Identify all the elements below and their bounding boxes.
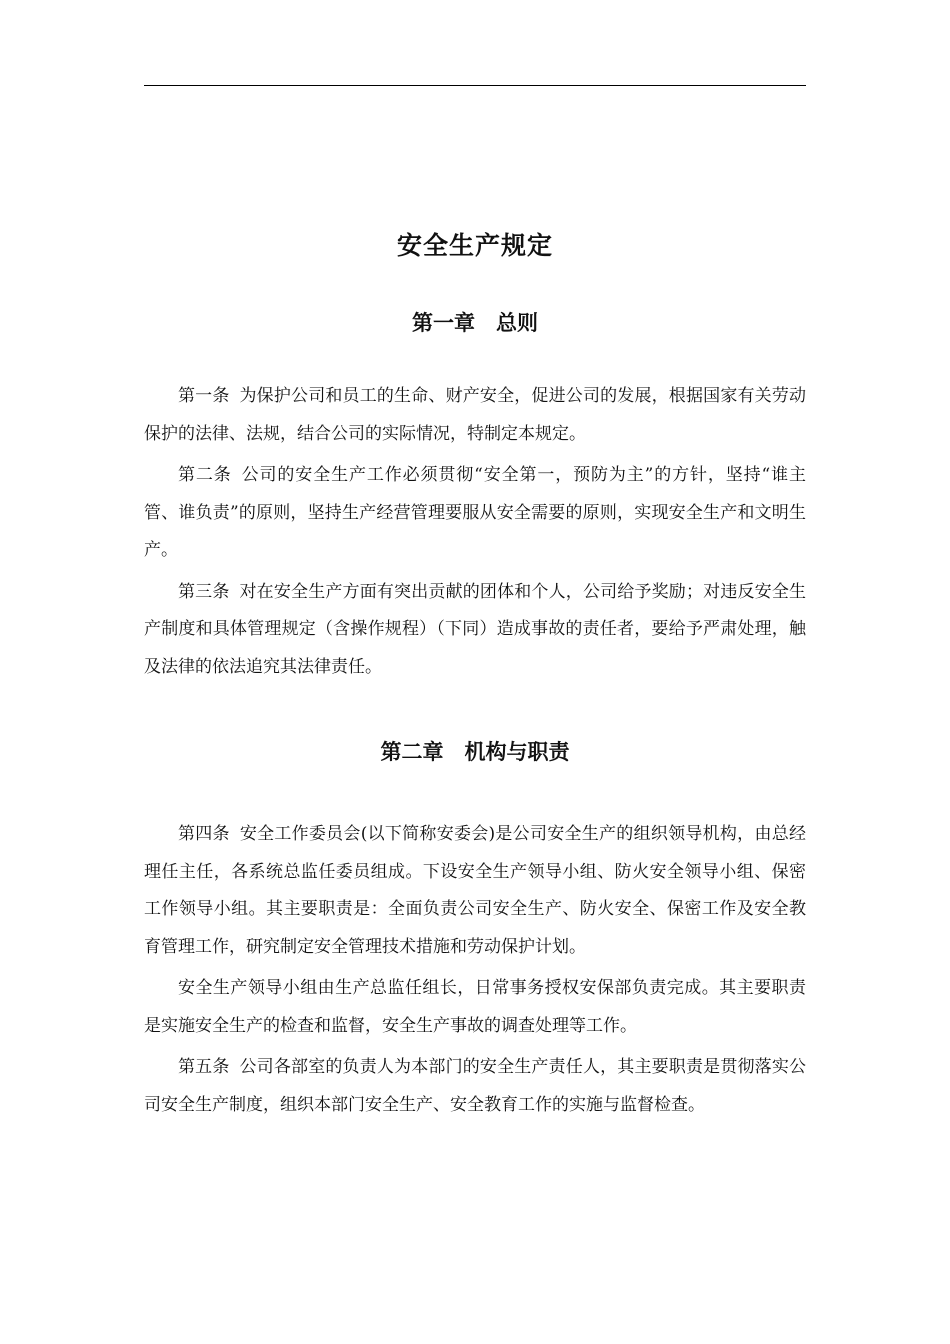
document-title: 安全生产规定 xyxy=(396,231,553,260)
article-3 xyxy=(144,574,806,687)
article-2 xyxy=(144,457,806,570)
chapter-2-body xyxy=(144,816,806,1128)
chapter-1-body xyxy=(144,378,806,690)
chapter-2-heading: 第二章 机构与职责 xyxy=(380,739,570,764)
article-4-continued xyxy=(144,970,806,1045)
article-4 xyxy=(144,816,806,966)
chapter-1-heading: 第一章 总则 xyxy=(412,310,538,335)
article-text: 为保护公司和员工的生命、财产安全，促进公司的发展，根据国家有关劳动保护的法律、法规，结合公司的实际情况，特制定本规定。 xyxy=(144,386,806,444)
article-text: 安全生产领导小组由生产总监任组长，日常事务授权安保部负责完成。其主要职责是实施安全生产的检查和监督，安全生产事故的调查处理等工作。 xyxy=(144,978,806,1036)
article-text: 安全工作委员会(以下简称安委会)是公司安全生产的组织领导机构，由总经理任主任，各系统总监任委员组成。下设安全生产领导小组、防火安全领导小组、保密工作领导小组。其主要职责是：全面负责公司安全生产、防火安全、保密工作及安全教育管理工作，研究制定安全管理技术措施和劳动保护计划。 xyxy=(144,824,806,957)
article-text: 公司的安全生产工作必须贯彻“安全第一，预防为主”的方针，坚持“谁主管、谁负责”的原则，坚持生产经营管理要服从安全需要的原则，实现安全生产和文明生产。 xyxy=(144,465,806,560)
article-label: 第四条 xyxy=(178,824,230,844)
article-label: 第二条 xyxy=(178,465,232,485)
article-text: 对在安全生产方面有突出贡献的团体和个人，公司给予奖励；对违反安全生产制度和具体管理规定（含操作规程）（下同）造成事故的责任者，要给予严肃处理，触及法律的依法追究其法律责任。 xyxy=(144,581,806,677)
article-label: 第一条 xyxy=(178,386,230,406)
header-rule xyxy=(144,85,806,86)
article-text: 公司各部室的负责人为本部门的安全生产责任人，其主要职责是贯彻落实公司安全生产制度，组织本部门安全生产、安全教育工作的实施与监督检查。 xyxy=(144,1057,806,1115)
article-label: 第五条 xyxy=(178,1057,230,1077)
article-5 xyxy=(144,1049,806,1124)
article-1 xyxy=(144,378,806,453)
article-label: 第三条 xyxy=(178,581,230,602)
